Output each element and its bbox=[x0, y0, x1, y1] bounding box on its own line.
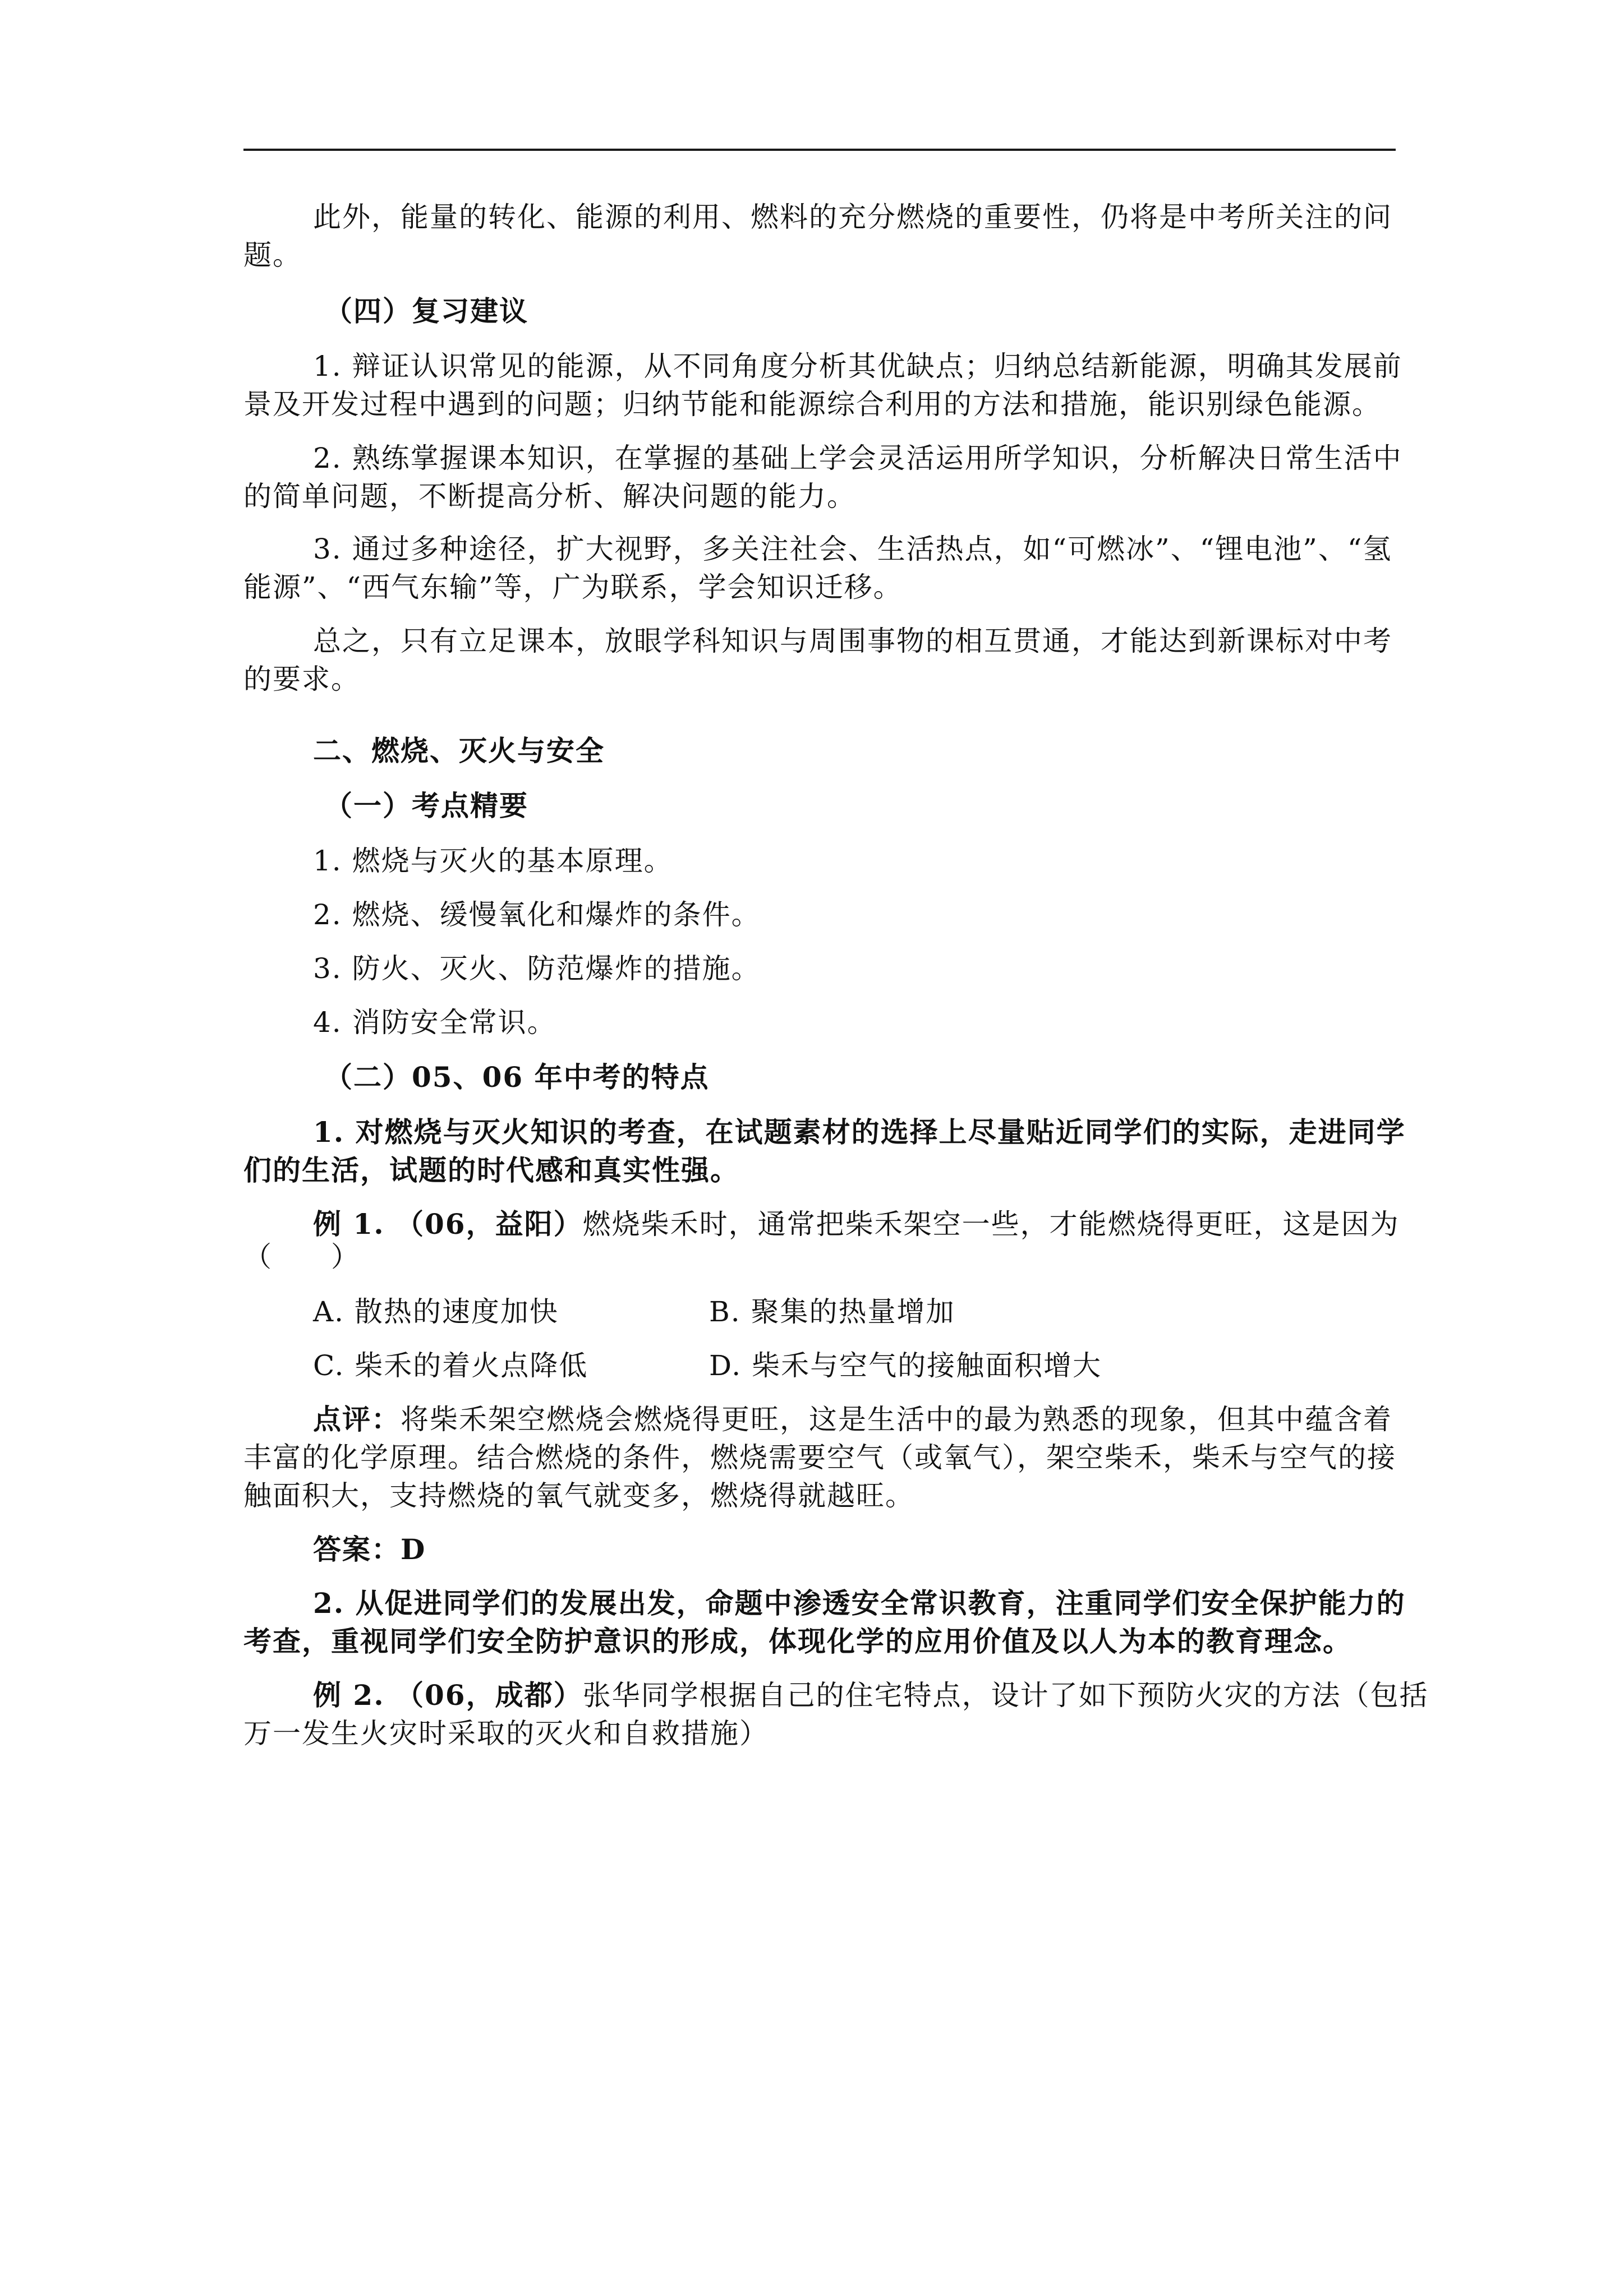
review-item-2-line-2: 的简单问题，不断提高分析、解决问题的能力。 bbox=[243, 480, 856, 513]
feature-2-line-2: 考查，重视同学们安全防护意识的形成，体现化学的应用价值及以人为本的教育理念。 bbox=[243, 1625, 1352, 1658]
option-c: C. 柴禾的着火点降低 bbox=[313, 1349, 588, 1382]
summary-line-1: 总之，只有立足课本，放眼学科知识与周围事物的相互贯通，才能达到新课标对中考 bbox=[313, 625, 1392, 657]
example-1-line-1 bbox=[313, 1207, 1400, 1242]
key-point-4: 4. 消防安全常识。 bbox=[313, 1006, 556, 1039]
example-2-label: 例 2. （06，成都） bbox=[313, 1679, 583, 1712]
review-item-1-line-2: 景及开发过程中遇到的问题；归纳节能和能源综合利用的方法和措施，能识别绿色能源。 bbox=[243, 388, 1381, 421]
example-1-answer-blank: （ ） bbox=[243, 1241, 360, 1273]
part-heading-combustion: 二、燃烧、灭火与安全 bbox=[313, 734, 605, 767]
example-1-label: 例 1. （06，益阳） bbox=[313, 1207, 583, 1241]
subheading-exam-features: （二）05、06 年中考的特点 bbox=[324, 1061, 710, 1094]
comment-line-1 bbox=[313, 1402, 1392, 1437]
intro-line-2: 题。 bbox=[243, 239, 302, 271]
review-item-1-line-1: 1. 辩证认识常见的能源，从不同角度分析其优缺点；归纳总结新能源，明确其发展前 bbox=[313, 350, 1402, 382]
comment-label: 点评： bbox=[313, 1403, 401, 1436]
example-1-question: 燃烧柴禾时，通常把柴禾架空一些，才能燃烧得更旺，这是因为 bbox=[582, 1208, 1400, 1241]
key-point-3: 3. 防火、灭火、防范爆炸的措施。 bbox=[313, 952, 761, 985]
review-item-3-line-1: 3. 通过多种途径，扩大视野，多关注社会、生活热点，如“可燃冰”、“锂电池”、“氢 bbox=[313, 533, 1392, 565]
option-a: A. 散热的速度加快 bbox=[313, 1295, 559, 1328]
review-item-2-line-1: 2. 熟练掌握课本知识，在掌握的基础上学会灵活运用所学知识，分析解决日常生活中 bbox=[313, 442, 1402, 474]
comment-text: 将柴禾架空燃烧会燃烧得更旺，这是生活中的最为熟悉的现象，但其中蕴含着 bbox=[401, 1403, 1392, 1436]
summary-line-2: 的要求。 bbox=[243, 663, 360, 695]
comment-line-2: 丰富的化学原理。结合燃烧的条件，燃烧需要空气（或氧气），架空柴禾，柴禾与空气的接 bbox=[243, 1441, 1396, 1474]
intro-line-1: 此外，能量的转化、能源的利用、燃料的充分燃烧的重要性，仍将是中考所关注的问 bbox=[313, 201, 1392, 233]
feature-2-line-1: 2. 从促进同学们的发展出发，命题中渗透安全常识教育，注重同学们安全保护能力的 bbox=[313, 1587, 1406, 1620]
key-point-2: 2. 燃烧、缓慢氧化和爆炸的条件。 bbox=[313, 898, 761, 931]
header-rule bbox=[243, 149, 1396, 151]
example-2-question: 张华同学根据自己的住宅特点，设计了如下预防火灾的方法（包括 bbox=[582, 1679, 1429, 1712]
feature-1-line-1: 1. 对燃烧与灭火知识的考查，在试题素材的选择上尽量贴近同学们的实际，走进同学 bbox=[313, 1115, 1406, 1149]
review-item-3-line-2: 能源”、“西气东输”等，广为联系，学会知识迁移。 bbox=[243, 571, 903, 603]
example-2-line-1 bbox=[313, 1678, 1429, 1713]
feature-1-line-2: 们的生活，试题的时代感和真实性强。 bbox=[243, 1154, 739, 1187]
subheading-key-points: （一）考点精要 bbox=[324, 789, 528, 822]
key-point-1: 1. 燃烧与灭火的基本原理。 bbox=[313, 845, 673, 877]
option-d: D. 柴禾与空气的接触面积增大 bbox=[709, 1349, 1102, 1382]
example-2-line-2: 万一发生火灾时采取的灭火和自救措施） bbox=[243, 1717, 769, 1750]
answer: 答案：D bbox=[313, 1533, 426, 1566]
section-heading-review: （四）复习建议 bbox=[324, 294, 528, 328]
comment-line-3: 触面积大，支持燃烧的氧气就变多，燃烧得就越旺。 bbox=[243, 1479, 914, 1512]
option-b: B. 聚集的热量增加 bbox=[709, 1295, 955, 1328]
